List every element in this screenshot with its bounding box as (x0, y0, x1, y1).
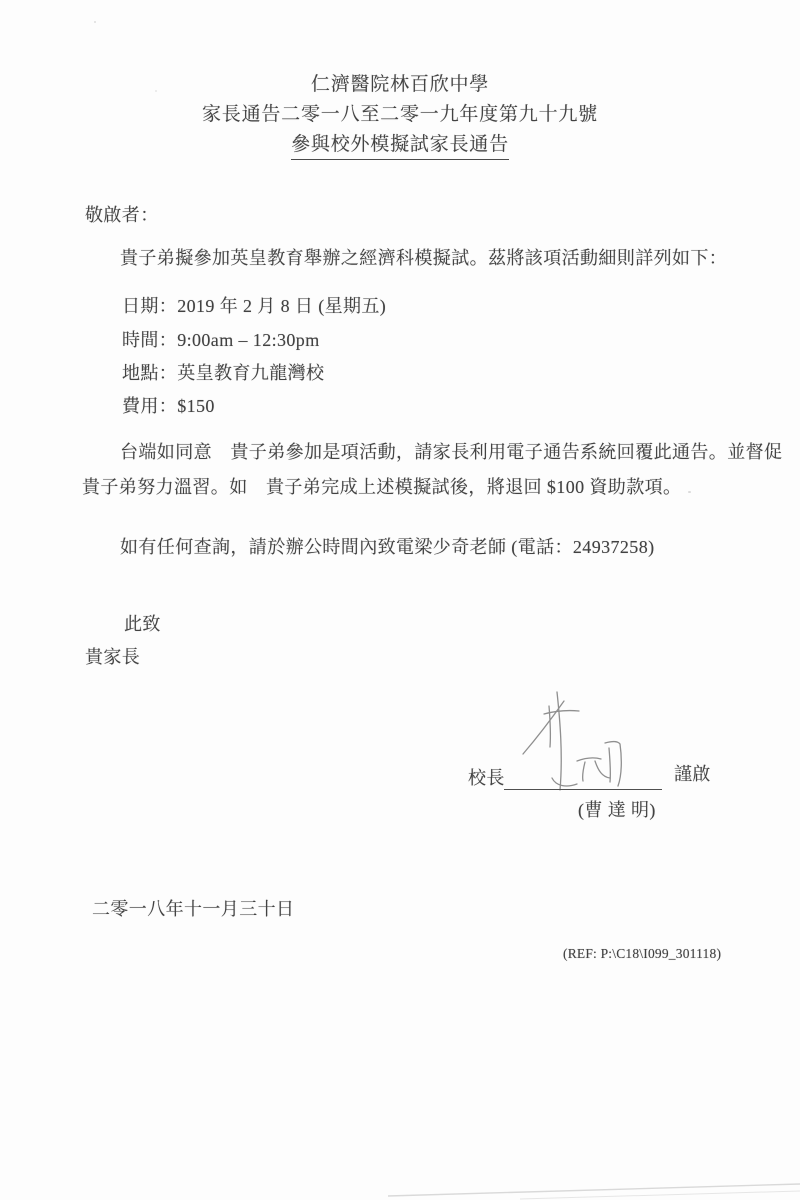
notice-title: 參與校外模擬試家長通告 (291, 133, 509, 160)
signature-role-label: 校長 (468, 768, 505, 788)
intro-paragraph: 貴子弟擬參加英皇教育舉辦之經濟科模擬試。茲將該項活動細則詳列如下： (120, 248, 728, 268)
closing-cichi: 此致 (124, 614, 161, 634)
reference-code: (REF: P:\C18\I099_301118) (563, 946, 722, 961)
detail-line-fee: 費用：$150 (122, 396, 215, 416)
signature-respectfully: 謹啟 (674, 764, 711, 784)
detail-line-date: 日期：2019 年 2 月 8 日 (星期五) (122, 296, 387, 316)
closing-recipient: 貴家長 (85, 647, 141, 667)
detail-line-time: 時間：9:00am – 12:30pm (122, 330, 320, 350)
notice-number-line: 家長通告二零一八至二零一九年度第九十九號 (201, 104, 598, 125)
detail-line-venue: 地點：英皇教育九龍灣校 (122, 363, 325, 383)
school-name: 仁濟醫院林百欣中學 (310, 74, 490, 95)
enquiry-line: 如有任何查詢，請於辦公時間內致電梁少奇老師 (電話：24937258) (120, 537, 655, 557)
salutation: 敬啟者： (85, 205, 159, 225)
signer-name: (曹 達 明) (578, 800, 656, 820)
consent-paragraph-line1: 台端如同意 貴子弟參加是項活動，請家長利用電子通告系統回覆此通告。並督促 (120, 442, 783, 462)
consent-paragraph-line2: 貴子弟努力溫習。如 貴子弟完成上述模擬試後，將退回 $100 資助款項。 (82, 477, 682, 497)
date-line: 二零一八年十一月三十日 (92, 899, 295, 919)
